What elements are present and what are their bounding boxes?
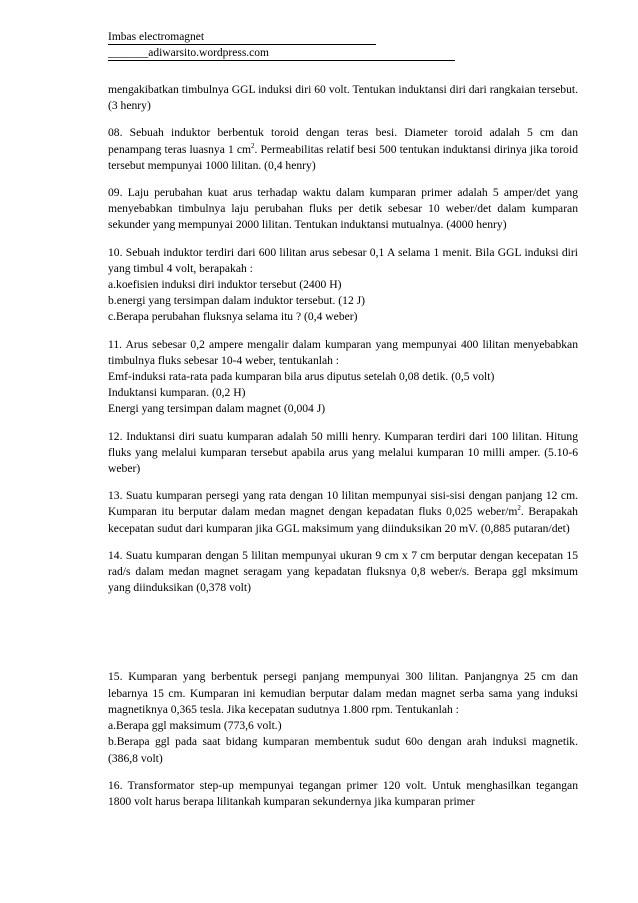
question-08 <box>108 125 578 174</box>
header-site-text: adiwarsito.wordpress.com <box>148 47 269 59</box>
question-10-item-a: a.koefisien induksi diri induktor tersebut (2400 H) <box>108 278 342 292</box>
question-10-item-c: c.Berapa perubahan fluksnya selama itu ? (0,4 weber) <box>108 310 358 324</box>
header-title-text: Imbas electromagnet <box>108 31 205 43</box>
question-16: 16. Transformator step-up mempunyai tegangan primer 120 volt. Untuk menghasilkan tegangan 1800 volt harus berapa lilitankah kumparan sekundernya jika kumparan primer <box>108 778 578 808</box>
question-12: 12. Induktansi diri suatu kumparan adalah 50 milli henry. Kumparan terdiri dari 100 lilitan. Hitung fluks yang melalui kumparan tersebut apabila arus yang melalui kumparan 10 milli amper. (5.10-6 weber) <box>108 429 578 476</box>
header-prefix: _______ <box>108 47 149 59</box>
document-body <box>108 82 578 821</box>
question-11 <box>108 337 578 418</box>
question-15 <box>108 669 578 766</box>
question-13-part-b: . Berapakah kecepatan sudut dari kumparan jika GGL maksimum yang diinduksikan 20 mV. (0,885 putaran/det) <box>108 505 578 535</box>
question-15-stem: 15. Kumparan yang berbentuk persegi panjang mempunyai 300 lilitan. Panjangnya 25 cm dan lebarnya 15 cm. Kumparan ini kemudian berputar dalam medan magnet serba sama yang induksi magnetiknya 0,365 tesla. Jika kecepatan sudutnya 1.800 rpm. Tentukanlah : <box>108 670 578 716</box>
question-13-superscript: 2 <box>517 504 521 513</box>
question-08-part-a: 08. Sebuah induktor berbentuk toroid dengan teras besi. Diameter toroid adalah 5 cm dan penampang teras luasnya 1 cm <box>108 126 578 156</box>
question-13 <box>108 488 578 537</box>
question-11-item-c: Energi yang tersimpan dalam magnet (0,004 J) <box>108 402 326 416</box>
question-15-item-a: a.Berapa ggl maksimum (773,6 volt.) <box>108 719 282 733</box>
blank-gap <box>108 607 578 669</box>
header-site <box>108 46 455 61</box>
question-11-stem: 11. Arus sebesar 0,2 ampere mengalir dalam kumparan yang mempunyai 400 lilitan menyebabkan timbulnya fluks sebesar 10-4 weber, tentukanlah : <box>108 337 578 367</box>
question-11-item-b: Induktansi kumparan. (0,2 H) <box>108 386 246 400</box>
intro-paragraph: mengakibatkan timbulnya GGL induksi diri 60 volt. Tentukan induktansi diri dari rangkaian tersebut. (3 henry) <box>108 83 578 113</box>
question-08-part-b: . Permeabilitas relatif besi 500 tentukan induktansi dirinya jika toroid tersebut mempunyai 1000 lilitan. (0,4 henry) <box>108 142 578 172</box>
question-10 <box>108 245 578 326</box>
question-11-item-a: Emf-induksi rata-rata pada kumparan bila arus diputus setelah 0,08 detik. (0,5 volt) <box>108 370 495 384</box>
question-08-superscript: 2 <box>250 141 255 150</box>
question-09: 09. Laju perubahan kuat arus terhadap waktu dalam kumparan primer adalah 5 amper/det yang menyebabkan timbulnya laju perubahan fluks per detik sebesar 10 weber/det dalam kumparan sekunder yang mempunyai 2000 lilitan. Tentukan induktansi mutualnya. (4000 henry) <box>108 186 578 232</box>
question-15-item-b: b.Berapa ggl pada saat bidang kumparan membentuk sudut 60o dengan arah induksi magnetik. (386,8 volt) <box>108 735 578 765</box>
question-10-stem: 10. Sebuah induktor terdiri dari 600 lilitan arus sebesar 0,1 A selama 1 menit. Bila GGL induksi diri yang timbul 4 volt, berapakah : <box>108 245 578 275</box>
question-13-part-a: 13. Suatu kumparan persegi yang rata dengan 10 lilitan mempunyai sisi-sisi dengan panjang 12 cm. Kumparan itu berputar dalam medan magnet dengan kepadatan fluks 0,025 weber/m <box>108 489 578 519</box>
header-title <box>108 30 376 45</box>
question-10-item-b: b.energi yang tersimpan dalam induktor tersebut. (12 J) <box>108 294 366 308</box>
question-14: 14. Suatu kumparan dengan 5 lilitan mempunyai ukuran 9 cm x 7 cm berputar dengan kecepatan 15 rad/s dalam medan magnet seragam yang kepadatan fluksnya 0,8 weber/s. Berapa ggl mksimum yang diinduksikan (0,378 volt) <box>108 548 578 595</box>
